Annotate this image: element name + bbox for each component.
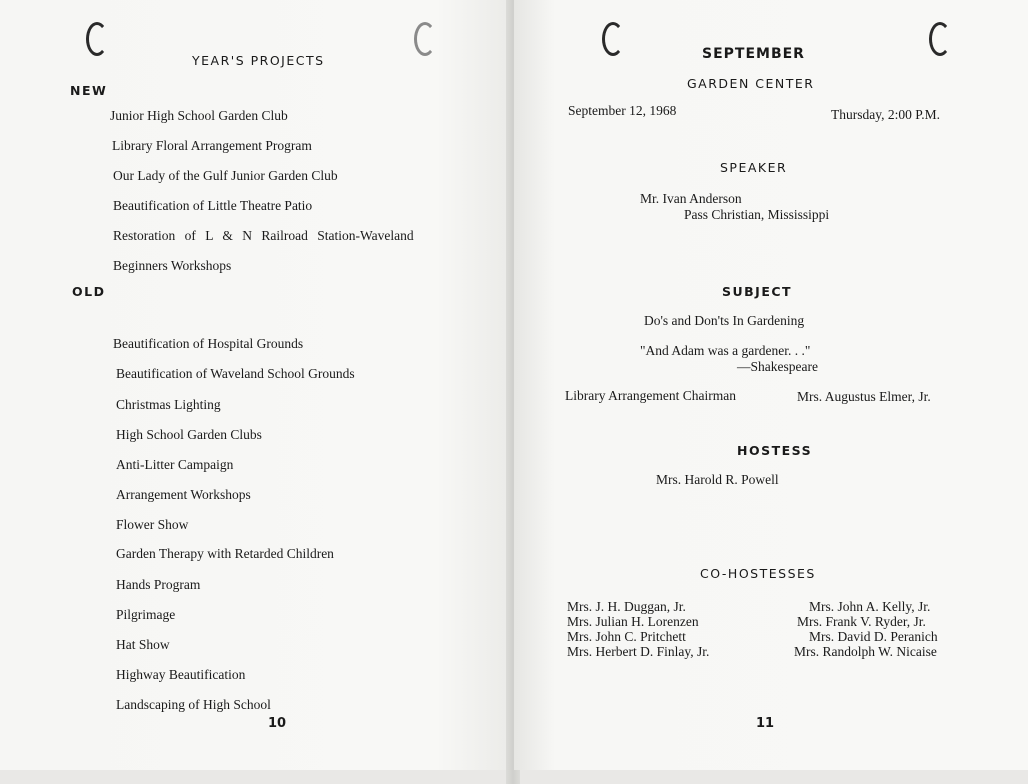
page-number: 10 xyxy=(268,716,287,731)
cohostess-left: Mrs. J. H. Duggan, Jr. xyxy=(567,599,686,614)
list-item: Beautification of Little Theatre Patio xyxy=(113,198,313,213)
speaker-name: Mr. Ivan Anderson xyxy=(640,191,742,206)
new-label: NEW xyxy=(70,83,108,98)
subject-title: Do's and Don'ts In Gardening xyxy=(644,313,805,328)
hostess-heading: HOSTESS xyxy=(737,443,813,458)
list-item: Landscaping of High School xyxy=(116,697,271,712)
list-item: Library Floral Arrangement Program xyxy=(112,138,312,153)
page-number: 11 xyxy=(756,716,775,731)
list-item: Restoration of L & N Railroad Station-Waveland xyxy=(113,228,414,243)
list-item: Beautification of Hospital Grounds xyxy=(113,336,304,351)
list-item: High School Garden Clubs xyxy=(116,427,262,442)
list-item: Highway Beautification xyxy=(116,667,246,682)
cohostess-left: Mrs. John C. Pritchett xyxy=(567,629,686,644)
binder-hole-icon xyxy=(86,22,108,56)
left-page xyxy=(0,0,512,770)
list-item: Anti-Litter Campaign xyxy=(116,457,234,472)
speaker-place: Pass Christian, Mississippi xyxy=(684,207,830,222)
list-item: Christmas Lighting xyxy=(116,397,221,412)
list-item: Our Lady of the Gulf Junior Garden Club xyxy=(113,168,338,183)
old-label: OLD xyxy=(72,284,106,299)
list-item: Hat Show xyxy=(116,637,170,652)
quote-author: —Shakespeare xyxy=(737,359,818,374)
hostess-name: Mrs. Harold R. Powell xyxy=(656,472,779,487)
cohostess-left: Mrs. Herbert D. Finlay, Jr. xyxy=(567,644,710,659)
list-item: Hands Program xyxy=(116,577,201,592)
meeting-time: Thursday, 2:00 P.M. xyxy=(831,107,941,122)
binder-hole-icon xyxy=(602,22,624,56)
list-item: Junior High School Garden Club xyxy=(110,108,288,123)
cohostess-right: Mrs. Randolph W. Nicaise xyxy=(794,644,937,659)
location-heading: GARDEN CENTER xyxy=(687,76,815,91)
cohostess-left: Mrs. Julian H. Lorenzen xyxy=(567,614,699,629)
meeting-date: September 12, 1968 xyxy=(568,103,677,118)
list-item: Arrangement Workshops xyxy=(116,487,251,502)
list-item: Garden Therapy with Retarded Children xyxy=(116,546,334,561)
list-item: Beautification of Waveland School Grounds xyxy=(116,366,355,381)
subject-quote: "And Adam was a gardener. . ." xyxy=(640,343,811,358)
cohostess-right: Mrs. David D. Peranich xyxy=(809,629,938,644)
binder-hole-icon xyxy=(414,22,436,56)
binder-hole-icon xyxy=(929,22,951,56)
cohostess-right: Mrs. John A. Kelly, Jr. xyxy=(809,599,931,614)
cohostess-right: Mrs. Frank V. Ryder, Jr. xyxy=(797,614,926,629)
chairman-role: Library Arrangement Chairman xyxy=(565,388,736,403)
page-title: YEAR'S PROJECTS xyxy=(192,53,325,68)
subject-heading: SUBJECT xyxy=(722,284,793,299)
list-item: Flower Show xyxy=(116,517,189,532)
list-item: Beginners Workshops xyxy=(113,258,232,273)
month-heading: SEPTEMBER xyxy=(702,46,805,62)
speaker-heading: SPEAKER xyxy=(720,160,788,175)
right-page xyxy=(514,0,1028,770)
chairman-name: Mrs. Augustus Elmer, Jr. xyxy=(797,389,931,404)
list-item: Pilgrimage xyxy=(116,607,176,622)
cohostesses-heading: CO-HOSTESSES xyxy=(700,566,816,581)
